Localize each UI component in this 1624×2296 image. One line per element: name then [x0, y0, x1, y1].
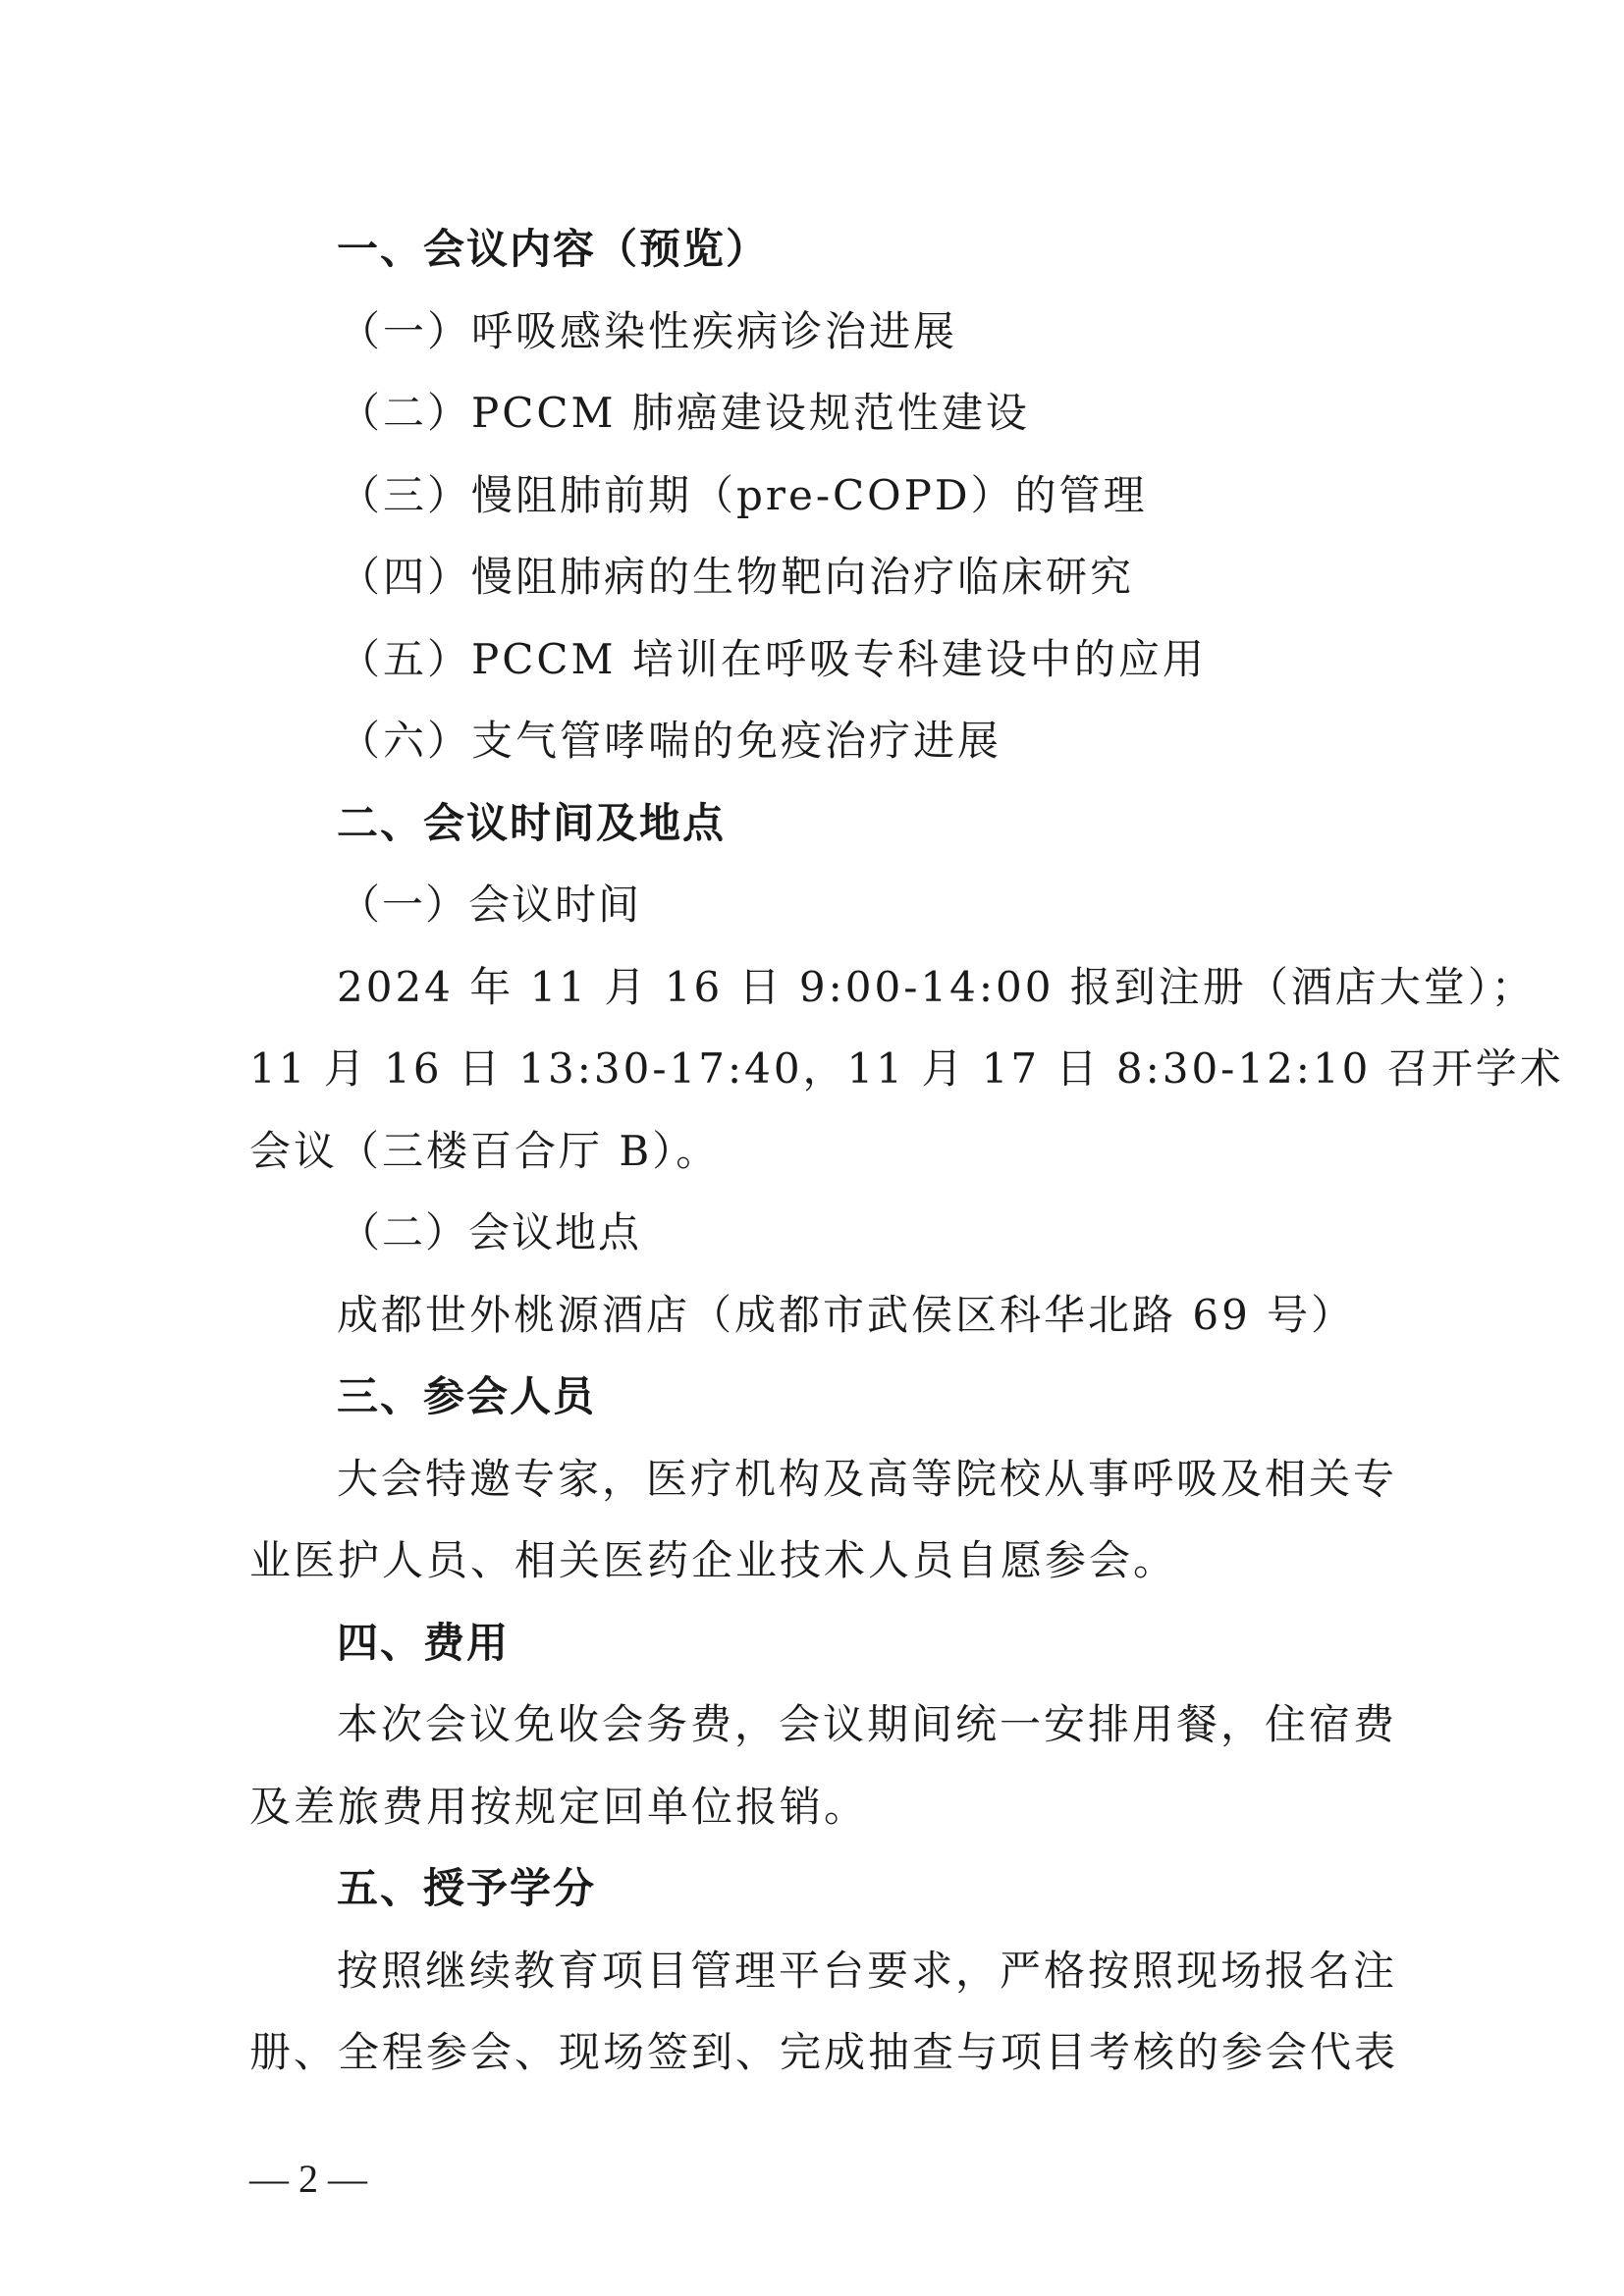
attendees-line-2: 业医护人员、相关医药企业技术人员自愿参会。	[249, 1536, 1178, 1584]
section-2-heading: 二、会议时间及地点	[337, 799, 727, 847]
section-1-item-4: （四）慢阻肺病的生物靶向治疗临床研究	[339, 553, 1135, 601]
attendees-line-1: 大会特邀专家，医疗机构及高等院校从事呼吸及相关专	[337, 1455, 1398, 1503]
section-5-heading: 五、授予学分	[337, 1864, 597, 1912]
credits-line-1: 按照继续教育项目管理平台要求，严格按照现场报名注	[337, 1947, 1398, 1995]
section-2-subheading-time: （一）会议时间	[339, 881, 642, 929]
meeting-time-line-3: 会议（三楼百合厅 B）。	[249, 1127, 721, 1175]
meeting-place: 成都世外桃源酒店（成都市武侯区科华北路 69 号）	[337, 1291, 1356, 1339]
section-1-item-2: （二）PCCM 肺癌建设规范性建设	[339, 389, 1030, 437]
section-1-item-3: （三）慢阻肺前期（pre-COPD）的管理	[339, 471, 1148, 519]
meeting-time-line-1: 2024 年 11 月 16 日 9:00-14:00 报到注册（酒店大堂）；	[337, 963, 1536, 1011]
section-4-heading: 四、费用	[337, 1619, 511, 1667]
section-1-item-6: （六）支气管哮喘的免疫治疗进展	[339, 717, 1002, 765]
fees-line-2: 及差旅费用按规定回单位报销。	[249, 1783, 869, 1831]
page-number: — 2 —	[249, 2157, 367, 2201]
meeting-time-line-2: 11 月 16 日 13:30-17:40，11 月 17 日 8:30-12:10 召开学术	[249, 1044, 1564, 1093]
credits-line-2: 册、全程参会、现场签到、完成抽查与项目考核的参会代表	[249, 2028, 1399, 2076]
section-1-item-5: （五）PCCM 培训在呼吸专科建设中的应用	[339, 635, 1207, 683]
fees-line-1: 本次会议免收会务费，会议期间统一安排用餐，住宿费	[337, 1700, 1398, 1748]
section-2-subheading-place: （二）会议地点	[339, 1208, 642, 1256]
section-3-heading: 三、参会人员	[337, 1372, 597, 1420]
section-1-heading: 一、会议内容（预览）	[337, 225, 770, 273]
section-1-item-1: （一）呼吸感染性疾病诊治进展	[339, 307, 958, 355]
